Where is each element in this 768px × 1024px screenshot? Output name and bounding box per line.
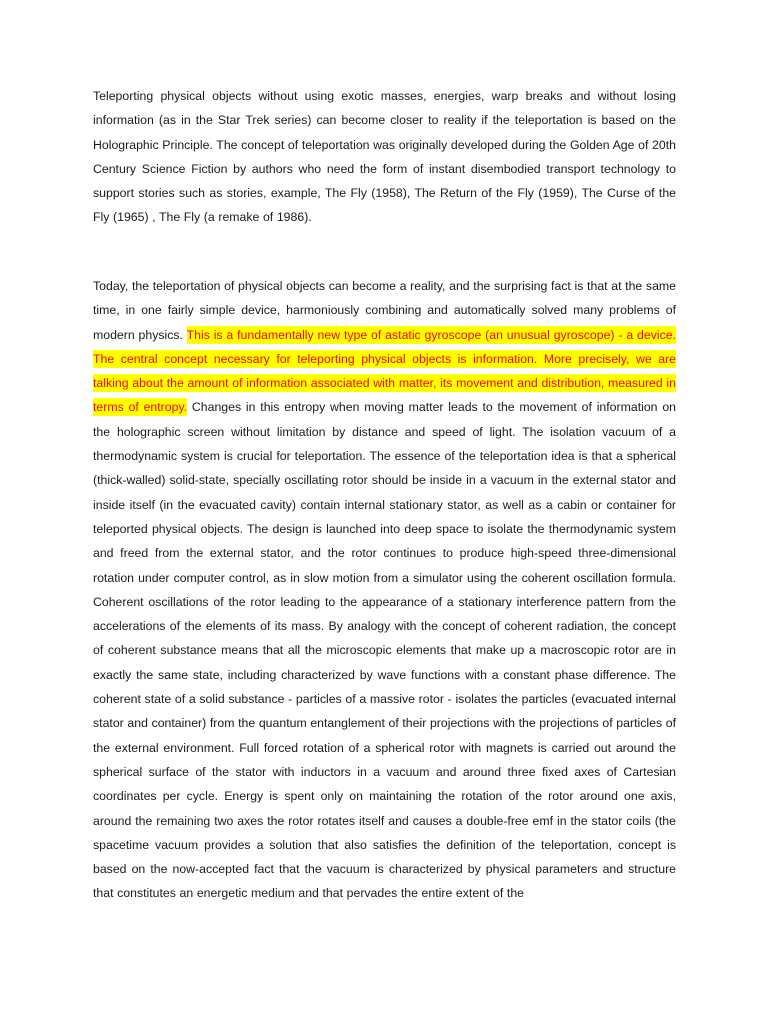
highlighted-text-information: The central concept necessary for teleporting physical objects is information. More precisely, we are talking about the amount of information associated with matter, its movement and distribution, measured in terms of entropy.	[93, 351, 676, 415]
highlighted-text-gyroscope: This is a fundamentally new type of astatic gyroscope (an unusual gyroscope) - a device.	[186, 327, 676, 342]
paragraph-body	[93, 274, 676, 906]
paragraph-body-rest: Changes in this entropy when moving matter leads to the movement of information on the holographic screen without limitation by distance and speed of light. The isolation vacuum of a thermodynamic system is crucial for teleportation. The essence of the teleportation idea is that a spherical (thick-walled) solid-state, specially oscillating rotor should be inside in a vacuum in the external stator and inside itself (in the evacuated cavity) contain internal stationary stator, as well as a cabin or container for teleported physical objects. The design is launched into deep space to isolate the thermodynamic system and freed from the external stator, and the rotor continues to produce high-speed three-dimensional rotation under computer control, as in slow motion from a simulator using the coherent oscillation formula. Coherent oscillations of the rotor leading to the appearance of a stationary interference pattern from the accelerations of the elements of its mass. By analogy with the concept of coherent radiation, the concept of coherent substance means that all the microscopic elements that make up a macroscopic rotor are in exactly the same state, including characterized by wave functions with a constant phase difference. The coherent state of a solid substance - particles of a massive rotor - isolates the particles (evacuated internal stator and container) from the quantum entanglement of their projections with the projections of particles of the external environment. Full forced rotation of a spherical rotor with magnets is carried out around the spherical surface of the stator with inductors in a vacuum and around three fixed axes of Cartesian coordinates per cycle. Energy is spent only on maintaining the rotation of the rotor around one axis, around the remaining two axes the rotor rotates itself and causes a double-free emf in the stator coils (the spacetime vacuum provides a solution that also satisfies the definition of the teleportation, concept is based on the now-accepted fact that the vacuum is characterized by physical parameters and structure that constitutes an energetic medium and that pervades the entire extent of the	[93, 400, 676, 901]
paragraph-body-intro: Today, the teleportation of physical objects can become a reality, and the surprising fact is that at the same time, in one fairly simple device, harmoniously combining and automatically solved many problems of modern physics.	[93, 279, 676, 342]
paragraph-intro: Teleporting physical objects without using exotic masses, energies, warp breaks and without losing information (as in the Star Trek series) can become closer to reality if the teleportation is based on the Holographic Principle. The concept of teleportation was originally developed during the Golden Age of 20th Century Science Fiction by authors who need the form of instant disembodied transport technology to support stories such as stories, example, The Fly (1958), The Return of the Fly (1959), The Curse of the Fly (1965) , The Fly (a remake of 1986).	[93, 89, 676, 225]
